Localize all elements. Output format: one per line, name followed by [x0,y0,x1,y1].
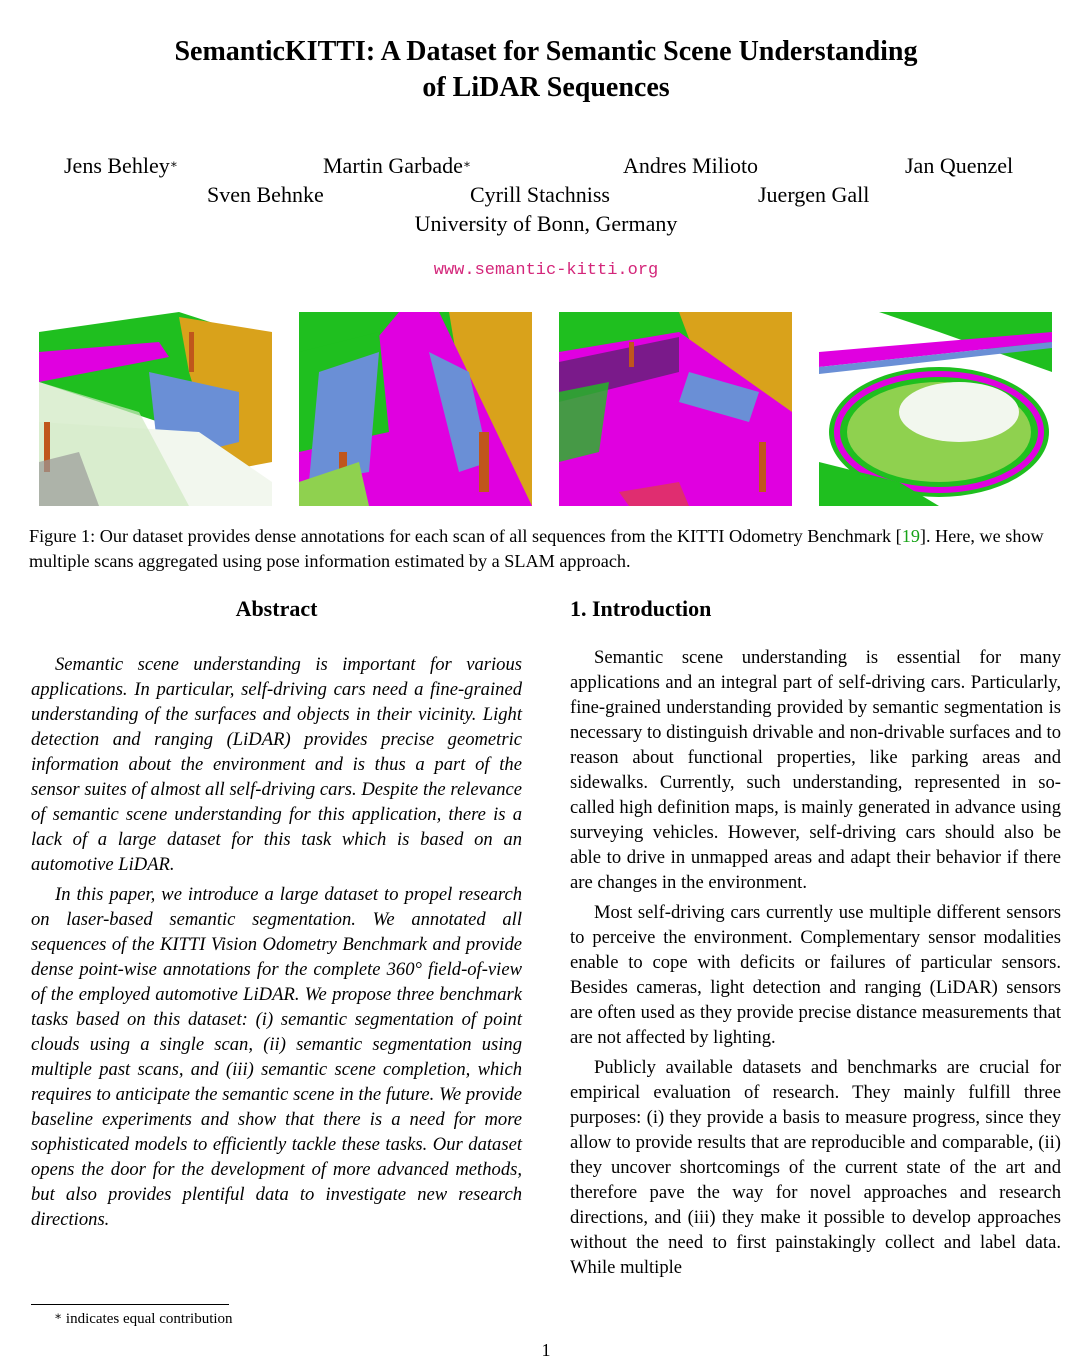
author-garbade: Martin Garbade∗ [323,153,472,178]
figure-panel-4 [819,312,1052,506]
introduction-heading: 1. Introduction [570,596,712,621]
author-milioto: Andres Milioto [623,153,759,178]
paper-title [0,34,1092,106]
intro-paragraph-2: Most self-driving cars currently use multiple different sensors to perceive the environment. Complementary sensor modalities enable to cope with deficits or failures of particular sensors. Besides cameras, light detection and ranging (LiDAR) sensors are often used as they provide precise distance measurements that are not affected by lighting. [570,902,1061,1048]
intro-paragraph-3: Publicly available datasets and benchmarks are crucial for empirical evaluation of research. They mainly fulfill three purposes: (i) they provide a basis to measure progress, since they allow to provide results that are reproducible and comparable, (ii) they uncover shortcomings of the current state of the art and therefore pave the way for novel approaches and research directions, and (iii) they make it possible to develop approaches without the need to first painstakingly collect and label data. While multiple [570,1057,1061,1278]
affiliation: University of Bonn, Germany [414,211,678,236]
author-behnke: Sven Behnke [207,182,324,207]
author-stachniss: Cyrill Stachniss [470,182,610,207]
abstract-heading: Abstract [235,596,318,621]
author-quenzel: Jan Quenzel [905,153,1014,178]
abstract-paragraph-2: In this paper, we introduce a large dataset to propel research on laser-based semantic segmentation. We annotated all sequences of the KITTI Vision Odometry Benchmark and provide dense point-wise annotations for the complete 360° field-of-view of the employed automotive LiDAR. We propose three benchmark tasks based on this dataset: (i) semantic segmentation of point clouds using a single scan, (ii) semantic segmentation using multiple past scans, and (iii) semantic scene completion, which requires to anticipate the semantic scene in the future. We provide baseline experiments and show that there is a need for more sophisticated models to efficiently tackle these tasks. Our dataset opens the door for the development of more advanced methods, but also provides plentiful data to investigate new research directions. [31,884,522,1230]
figure-caption: Figure 1: Our dataset provides dense annotations for each scan of all sequences from the KITTI Odometry Benchmark [19]. Here, we show multiple scans aggregated using pose information estimated by a SLAM approach. [29,526,1044,571]
page-number: 1 [541,1340,551,1360]
figure-panel-1 [39,312,272,506]
title-line-1: SemanticKITTI: A Dataset for Semantic Scene Understanding [174,36,918,67]
introduction-body [570,645,1061,1280]
author-behley: Jens Behley∗ [64,153,178,178]
footnote-rule [31,1304,229,1305]
author-gall: Juergen Gall [758,182,870,207]
intro-paragraph-1: Semantic scene understanding is essential for many applications and an integral part of self-driving cars. Particularly, fine-grained understanding provided by semantic segmentation is necessary to distinguish drivable and non-drivable surfaces and to reason about functional properties, like parking areas and sidewalks. Currently, such understanding, represented in so-called high definition maps, is mainly generated in advance using surveying vehicles. However, self-driving cars should also be able to drive in unmapped areas and adapt their behavior if there are changes in the environment. [570,647,1061,893]
abstract-body [31,652,522,1232]
footnote: ∗ indicates equal contribution [54,1309,233,1327]
title-line-2: of LiDAR Sequences [422,72,670,103]
citation-link[interactable]: 19 [901,526,920,546]
abstract-paragraph-1: Semantic scene understanding is important for various applications. In particular, self-driving cars need a fine-grained understanding of the surfaces and objects in their vicinity. Light detection and ranging (LiDAR) provides precise geometric information about the environment and is thus a part of the sensor suites of almost all self-driving cars. Despite the relevance of semantic scene understanding for this application, there is a lack of a large dataset for this task which is based on an automotive LiDAR. [31,654,522,875]
figure-panel-2 [299,312,532,506]
figure-panel-3 [559,312,792,506]
project-url-link[interactable]: www.semantic-kitti.org [433,261,659,280]
